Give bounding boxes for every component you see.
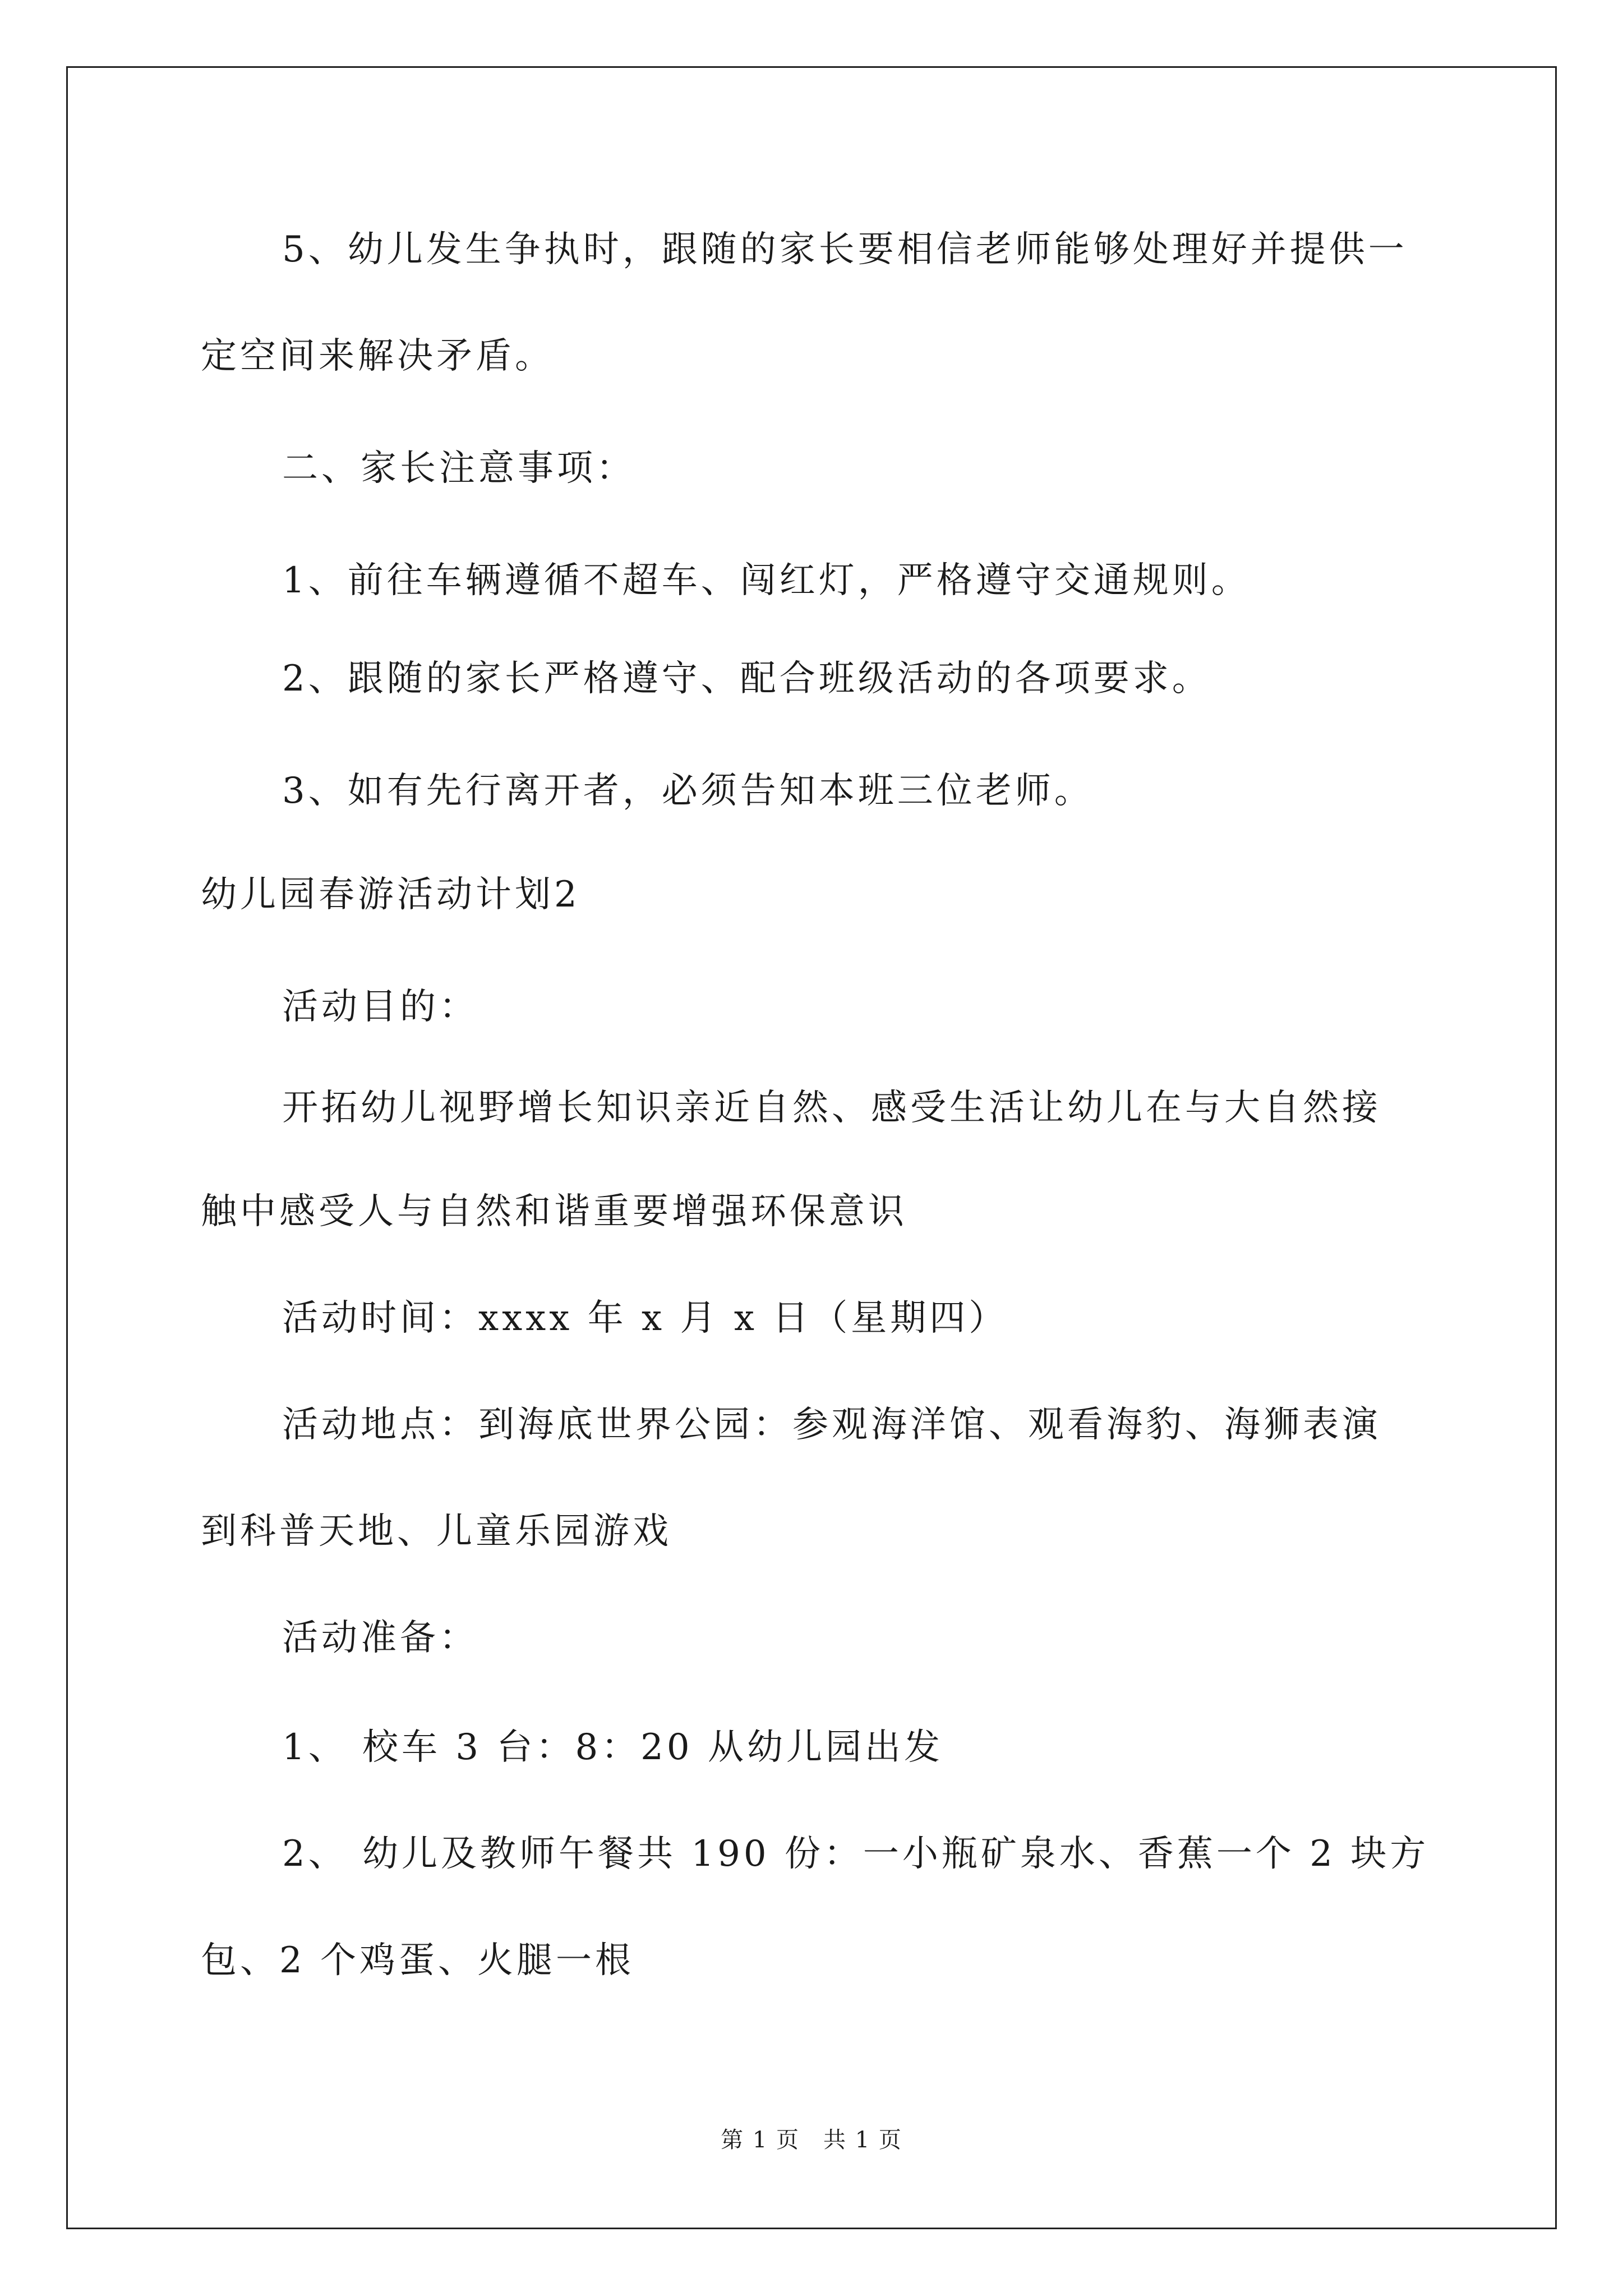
paragraph-line: 到科普天地、儿童乐园游戏 [201,1511,672,1552]
paragraph-line: 活动时间：xxxx 年 x 月 x 日（星期四） [282,1297,1008,1339]
page-number: 第 1 页 共 1 页 [721,2127,902,2153]
list-item: 1、前往车辆遵循不超车、闯红灯，严格遵守交通规则。 [282,560,1251,601]
list-item: 3、如有先行离开者，必须告知本班三位老师。 [282,770,1094,812]
list-item: 2、跟随的家长严格遵守、配合班级活动的各项要求。 [282,658,1211,700]
list-item: 1、 校车 3 台：8：20 从幼儿园出发 [282,1727,943,1768]
paragraph-line: 活动地点：到海底世界公园：参观海洋馆、观看海豹、海狮表演 [282,1404,1381,1446]
page-border [66,66,1557,2229]
paragraph-line: 5、幼儿发生争执时，跟随的家长要相信老师能够处理好并提供一 [282,229,1408,270]
section-heading: 活动目的： [282,986,478,1028]
paragraph-line: 定空间来解决矛盾。 [201,335,554,377]
document-title: 幼儿园春游活动计划2 [201,874,580,915]
paragraph-line: 触中感受人与自然和谐重要增强环保意识 [201,1191,907,1232]
paragraph-line: 开拓幼儿视野增长知识亲近自然、感受生活让幼儿在与大自然接 [282,1087,1381,1129]
paragraph-line: 包、2 个鸡蛋、火腿一根 [201,1940,635,1981]
section-heading: 二、家长注意事项： [282,448,635,489]
list-item: 2、 幼儿及教师午餐共 190 份：一小瓶矿泉水、香蕉一个 2 块方 [282,1833,1430,1875]
section-heading: 活动准备： [282,1617,478,1659]
